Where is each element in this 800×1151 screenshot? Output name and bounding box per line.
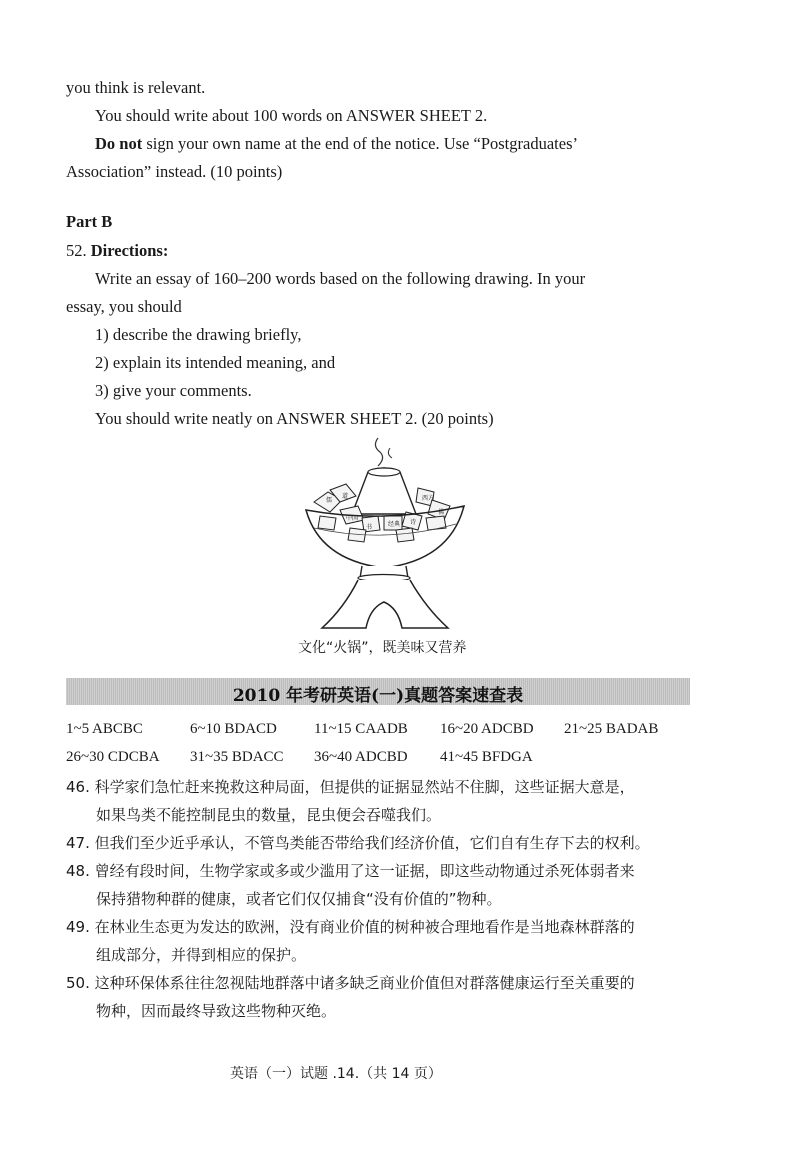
list-item: 1) describe the drawing briefly, <box>95 325 302 344</box>
page-footer: 英语（一）试题 .14.（共 14 页） <box>230 1066 442 1082</box>
part-heading: Part B <box>66 212 113 231</box>
text-line <box>95 134 578 154</box>
answer-49: 49. 在林业生态更为发达的欧洲，没有商业价值的树种被合理地看作是当地森林群落的 <box>66 918 635 936</box>
answer-key-header <box>66 678 690 705</box>
text-line: Write an essay of 160–200 words based on the following drawing. In your <box>95 269 586 288</box>
bold-phrase: Do not <box>95 134 143 153</box>
answer-46-cont: 如果鸟类不能控制昆虫的数量，昆虫便会吞噬我们。 <box>96 806 442 824</box>
answer-48-cont: 保持猎物种群的健康，或者它们仅仅捕食“没有价值的”物种。 <box>96 890 502 908</box>
list-item: 2) explain its intended meaning, and <box>95 353 336 372</box>
answer-range: 31~35 BDACC <box>190 749 284 765</box>
block-label: 儒 <box>326 497 333 504</box>
answer-range: 1~5 ABCBC <box>66 721 143 737</box>
answer-key-title: 2010 年考研英语(一)真题答案速查表 <box>232 686 524 706</box>
answer-49-cont: 组成部分，并得到相应的保护。 <box>96 946 307 964</box>
text-line: You should write neatly on ANSWER SHEET 2. (20 points) <box>95 409 494 428</box>
answer-50: 50. 这种环保体系往往忽视陆地群落中诸多缺乏商业价值但对群落健康运行至关重要的 <box>66 974 635 992</box>
answer-50-cont: 物种，因而最终导致这些物种灭绝。 <box>96 1002 337 1020</box>
question-number: 52. <box>66 241 91 260</box>
block-label: 佛 <box>438 509 445 516</box>
answer-46: 46. 科学家们急忙赶来挽救这种局面，但提供的证据显然站不住脚，这些证据大意是， <box>66 778 635 796</box>
answer-range: 11~15 CAADB <box>314 721 408 737</box>
answer-47: 47. 但我们至少近乎承认，不管鸟类能否带给我们经济价值，它们自有生存下去的权利。 <box>66 834 650 852</box>
block-label: 道 <box>342 493 349 500</box>
hotpot-drawing <box>300 432 470 632</box>
text-line: Association” instead. (10 points) <box>66 162 283 181</box>
block-label: 中国 <box>346 515 359 522</box>
block-label: 诗 <box>410 519 417 526</box>
text-line: You should write about 100 words on ANSWER SHEET 2. <box>95 106 488 125</box>
answer-range: 26~30 CDCBA <box>66 749 160 765</box>
list-item: 3) give your comments. <box>95 381 252 400</box>
block-label: 西方 <box>422 495 435 502</box>
directions-label: Directions: <box>90 241 169 260</box>
answer-range: 16~20 ADCBD <box>440 721 534 737</box>
text-span: sign your own name at the end of the notice. Use “Postgraduates’ <box>142 134 578 153</box>
figure-caption: 文化“火锅”，既美味又营养 <box>298 640 467 656</box>
answer-range: 6~10 BDACD <box>190 721 277 737</box>
answer-range: 41~45 BFDGA <box>440 749 533 765</box>
question-header <box>66 241 168 261</box>
answer-48: 48. 曾经有段时间，生物学家或多或少滥用了这一证据，即这些动物通过杀死体弱者来 <box>66 862 635 880</box>
block-label: 书 <box>366 524 373 531</box>
answer-range: 21~25 BADAB <box>564 721 659 737</box>
text-line: essay, you should <box>66 297 182 316</box>
block-label: 经典 <box>388 521 401 528</box>
text-line: you think is relevant. <box>66 78 206 97</box>
answer-range: 36~40 ADCBD <box>314 749 408 765</box>
